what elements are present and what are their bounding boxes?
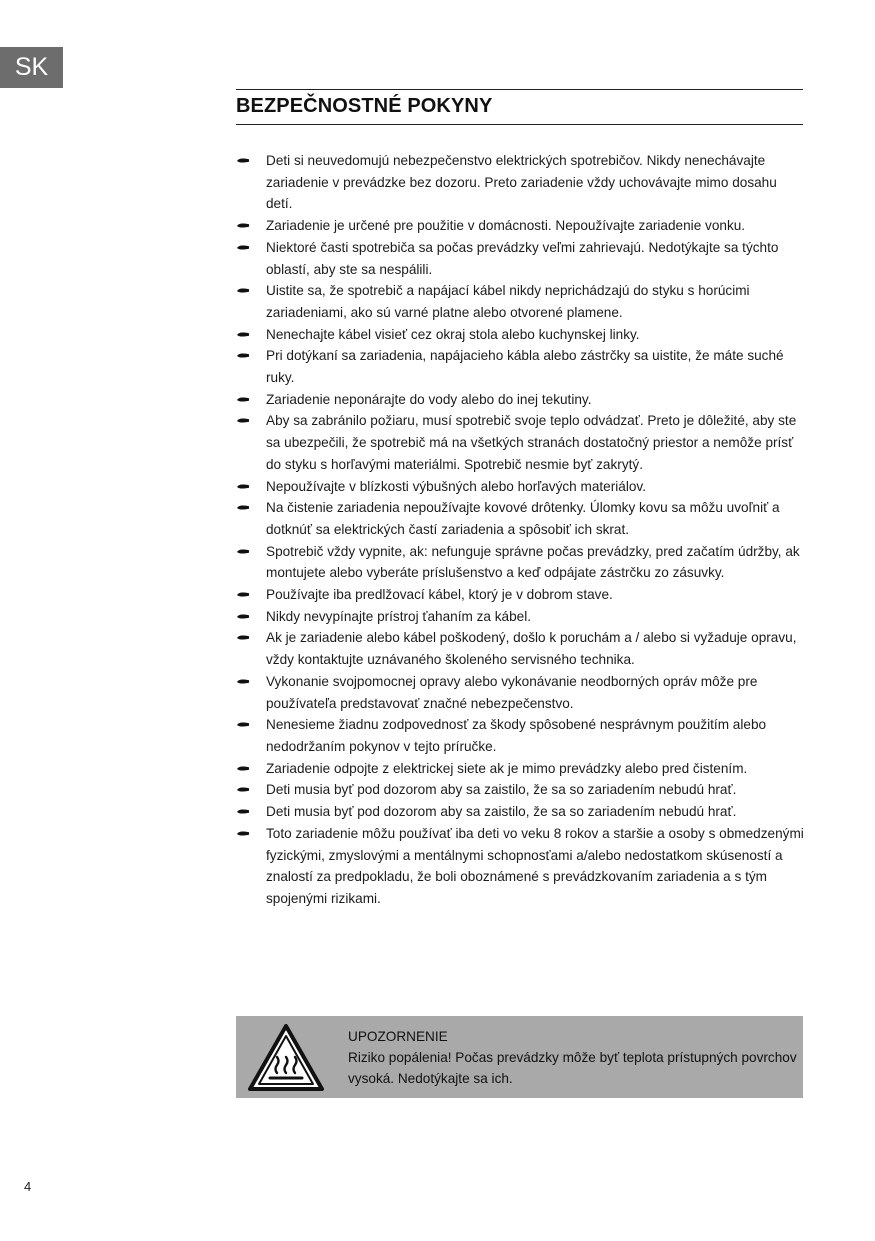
safety-instruction-text: Spotrebič vždy vypnite, ak: nefunguje správne počas prevádzky, pred začatím údržby, ak montujete alebo vyberáte príslušenstvo a keď odpájate zástrčku zo zásuvky. <box>266 543 800 581</box>
bullet-icon <box>236 590 250 599</box>
bullet-icon <box>236 395 250 404</box>
bullet-icon <box>236 416 250 425</box>
safety-instruction-text: Používajte iba predlžovací kábel, ktorý je v dobrom stave. <box>266 587 613 603</box>
safety-instruction-text: Zariadenie odpojte z elektrickej siete ak je mimo prevádzky alebo pred čistením. <box>266 760 748 776</box>
bullet-icon <box>236 829 250 838</box>
bullet-icon <box>236 503 250 512</box>
safety-instruction-item <box>236 237 806 280</box>
safety-instruction-item <box>236 823 806 910</box>
safety-instruction-text: Nikdy nevypínajte prístroj ťahaním za kábel. <box>266 608 532 624</box>
bullet-icon <box>236 677 250 686</box>
safety-instruction-text: Vykonanie svojpomocnej opravy alebo vykonávanie neodborných opráv môže pre používateľa predstavovať značné nebezpečenstvo. <box>266 673 758 711</box>
safety-instruction-text: Nenechajte kábel visieť cez okraj stola alebo kuchynskej linky. <box>266 326 640 342</box>
warning-text-block <box>348 1026 798 1089</box>
bullet-icon <box>236 807 250 816</box>
language-tab: SK <box>0 47 63 88</box>
safety-instruction-text: Na čistenie zariadenia nepoužívajte kovové drôtenky. Úlomky kovu sa môžu uvoľniť a dotknúť sa elektrických častí zariadenia a spôsobiť ich skrat. <box>266 500 780 537</box>
bullet-icon <box>236 351 250 360</box>
safety-instruction-text: Zariadenie neponárajte do vody alebo do inej tekutiny. <box>266 391 592 407</box>
safety-instruction-item <box>236 714 806 757</box>
warning-heading: UPOZORNENIE <box>348 1029 448 1044</box>
bullet-icon <box>236 547 250 556</box>
safety-instruction-item <box>236 606 806 628</box>
safety-instruction-item <box>236 584 806 606</box>
hot-surface-warning-icon <box>247 1023 325 1093</box>
safety-instruction-item <box>236 779 806 801</box>
safety-instruction-text: Deti musia byť pod dozorom aby sa zaistilo, že sa so zariadením nebudú hrať. <box>266 804 737 820</box>
safety-instruction-text: Pri dotýkaní sa zariadenia, napájacieho kábla alebo zástrčky sa uistite, že máte suché ruky. <box>266 348 784 386</box>
safety-instruction-item <box>236 389 806 411</box>
safety-instruction-item <box>236 758 806 780</box>
safety-instruction-item <box>236 476 806 498</box>
bullet-icon <box>236 221 250 230</box>
bullet-icon <box>236 330 250 339</box>
safety-instruction-text: Deti musia byť pod dozorom aby sa zaistilo, že sa so zariadením nebudú hrať. <box>266 782 737 798</box>
warning-message: Riziko popálenia! Počas prevádzky môže byť teplota prístupných povrchov vysoká. Nedotýkajte sa ich. <box>348 1050 797 1086</box>
safety-instruction-item <box>236 280 806 323</box>
page-title: BEZPEČNOSTNÉ POKYNY <box>236 95 493 117</box>
page-number: 4 <box>24 1179 32 1194</box>
safety-instruction-text: Zariadenie je určené pre použitie v domácnosti. Nepoužívajte zariadenie vonku. <box>266 218 746 234</box>
bullet-icon <box>236 720 250 729</box>
safety-instruction-text: Niektoré časti spotrebiča sa počas prevádzky veľmi zahrievajú. Nedotýkajte sa týchto oblastí, aby ste sa nespálili. <box>266 239 779 277</box>
safety-instruction-item <box>236 541 806 584</box>
bullet-icon <box>236 482 250 491</box>
bullet-icon <box>236 286 250 295</box>
safety-instruction-item <box>236 801 806 823</box>
safety-instruction-text: Uistite sa, že spotrebič a napájací kábel nikdy neprichádzajú do styku s horúcimi zariadeniami, ako sú varné platne alebo otvorené plamene. <box>266 283 750 320</box>
section-header <box>236 89 803 125</box>
safety-instruction-item <box>236 150 806 215</box>
safety-instruction-text: Deti si neuvedomujú nebezpečenstvo elektrických spotrebičov. Nikdy nenechávajte zariadenie v prevádzke bez dozoru. Preto zariadenie vždy uchovávajte mimo dosahu detí. <box>266 153 777 212</box>
safety-instruction-item <box>236 345 806 388</box>
bullet-icon <box>236 633 250 642</box>
safety-instruction-item <box>236 215 806 237</box>
safety-instructions-list <box>236 150 806 910</box>
safety-instruction-item <box>236 410 806 475</box>
safety-instruction-text: Aby sa zabránilo požiaru, musí spotrebič svoje teplo odvádzať. Preto je dôležité, aby ste sa ubezpečili, že spotrebič má na všetkých stranách dostatočný priestor a nemôže prísť do styku s horľavými materiálmi. Spotrebič nesmie byť zakrytý. <box>266 413 797 472</box>
safety-instruction-item <box>236 324 806 346</box>
safety-instruction-text: Nepoužívajte v blízkosti výbušných alebo horľavých materiálov. <box>266 478 646 494</box>
bullet-icon <box>236 243 250 252</box>
bullet-icon <box>236 764 250 773</box>
bullet-icon <box>236 612 250 621</box>
safety-instruction-item <box>236 497 806 540</box>
safety-instruction-text: Nenesieme žiadnu zodpovednosť za škody spôsobené nesprávnym použitím alebo nedodržaním pokynov v tejto príručke. <box>266 717 767 754</box>
warning-box <box>236 1016 803 1098</box>
bullet-icon <box>236 785 250 794</box>
safety-instruction-item <box>236 627 806 670</box>
bullet-icon <box>236 156 250 165</box>
safety-instruction-item <box>236 671 806 714</box>
safety-instruction-text: Ak je zariadenie alebo kábel poškodený, došlo k poruchám a / alebo si vyžaduje opravu, vždy kontaktujte uznávaného školeného servisného technika. <box>266 630 797 668</box>
safety-instruction-text: Toto zariadenie môžu používať iba deti vo veku 8 rokov a staršie a osoby s obmedzenými fyzickými, zmyslovými a mentálnymi schopnosťami a/alebo nedostatkom skúseností a znalostí za predpokladu, že boli oboznámené s prevádzkovaním zariadenia a s tým spojenými rizikami. <box>266 825 804 906</box>
